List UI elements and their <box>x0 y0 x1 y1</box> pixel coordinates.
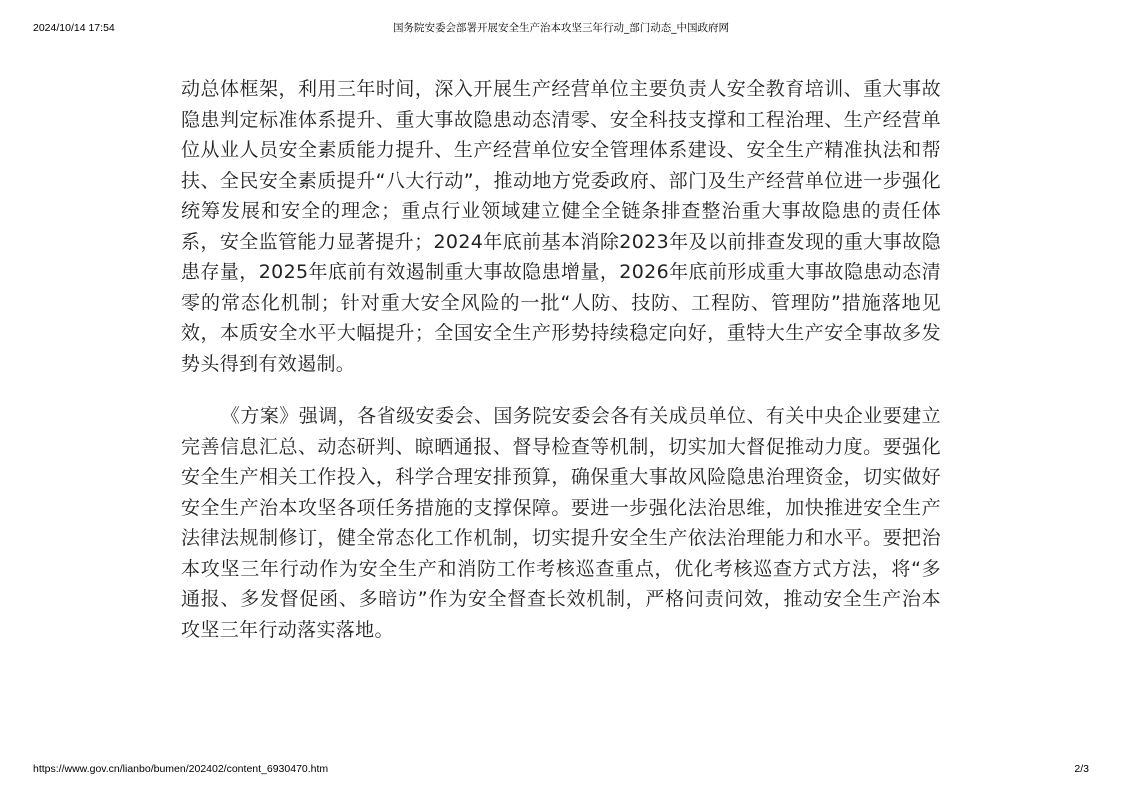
article-body <box>181 74 941 645</box>
article-paragraph-continued: 动总体框架，利用三年时间，深入开展生产经营单位主要负责人安全教育培训、重大事故隐患判定标准体系提升、重大事故隐患动态清零、安全科技支撑和工程治理、生产经营单位从业人员安全素质能力提升、生产经营单位安全管理体系建设、安全生产精准执法和帮扶、全民安全素质提升“八大行动”，推动地方党委政府、部门及生产经营单位进一步强化统筹发展和安全的理念；重点行业领域建立健全全链条排查整治重大事故隐患的责任体系，安全监管能力显著提升；2024年底前基本消除2023年及以前排查发现的重大事故隐患存量，2025年底前有效遏制重大事故隐患增量，2026年底前形成重大事故隐患动态清零的常态化机制；针对重大安全风险的一批“人防、技防、工程防、管理防”措施落地见效，本质安全水平大幅提升；全国安全生产形势持续稳定向好，重特大生产安全事故多发势头得到有效遏制。 <box>181 78 941 375</box>
print-page-number: 2/3 <box>1074 763 1089 775</box>
print-url: https://www.gov.cn/lianbo/bumen/202402/content_6930470.htm <box>33 763 329 775</box>
print-datetime: 2024/10/14 17:54 <box>33 22 115 34</box>
article-paragraph-plan-emphasis: 《方案》强调，各省级安委会、国务院安委会各有关成员单位、有关中央企业要建立完善信息汇总、动态研判、晾晒通报、督导检查等机制，切实加大督促推动力度。要强化安全生产相关工作投入，科学合理安排预算，确保重大事故风险隐患治理资金，切实做好安全生产治本攻坚各项任务措施的支撑保障。要进一步强化法治思维，加快推进安全生产法律法规制修订，健全常态化工作机制，切实提升安全生产依法治理能力和水平。要把治本攻坚三年行动作为安全生产和消防工作考核巡查重点，优化考核巡查方式方法，将“多通报、多发督促函、多暗访”作为安全督查长效机制，严格问责问效，推动安全生产治本攻坚三年行动落实落地。 <box>181 405 941 641</box>
print-page-title: 国务院安委会部署开展安全生产治本攻坚三年行动_部门动态_中国政府网 <box>393 22 729 34</box>
